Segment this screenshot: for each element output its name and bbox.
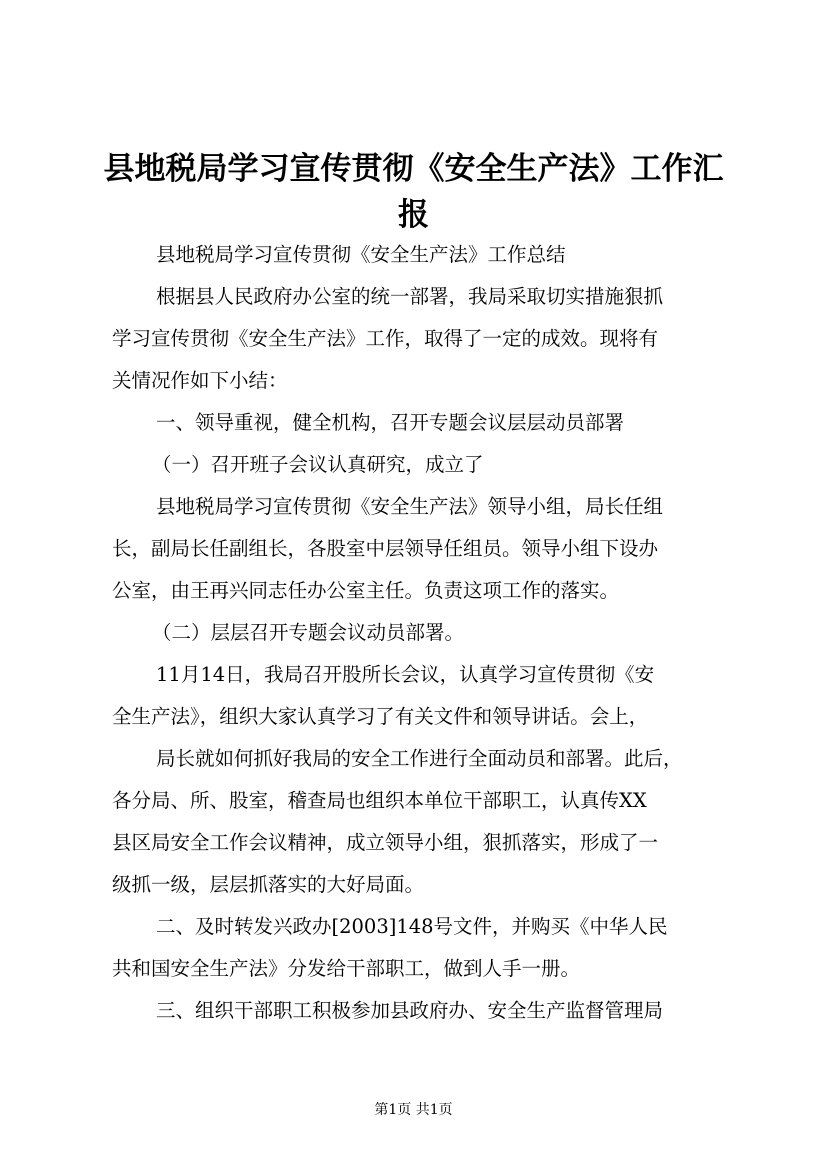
text-line: 11月14日，我局召开股所长会议，认真学习宣传贯彻《安 [156, 663, 655, 686]
text-line: 长，副局长任副组长，各股室中层领导任组员。领导小组下设办 [112, 537, 659, 560]
text-line: 二、及时转发兴政办[2003]148号文件，并购买《中华人民 [156, 915, 668, 938]
page-number: 第1页 共1页 [374, 1102, 453, 1118]
title-line-2: 报 [398, 197, 429, 233]
text-line: 县地税局学习宣传贯彻《安全生产法》工作总结 [156, 243, 566, 266]
text-line: 共和国安全生产法》分发给干部职工，做到人手一册。 [112, 957, 581, 980]
text-line: 公室，由王再兴同志任办公室主任。负责这项工作的落实。 [112, 579, 620, 602]
text-line: 各分局、所、股室，稽查局也组织本单位干部职工，认真传XX [112, 789, 647, 812]
text-line: （一）召开班子会议认真研究，成立了 [152, 453, 484, 476]
text-line: 局长就如何抓好我局的安全工作进行全面动员和部署。此后， [156, 747, 683, 770]
text-line: 县区局安全工作会议精神，成立领导小组，狠抓落实，形成了一 [112, 831, 659, 854]
text-line: 学习宣传贯彻《安全生产法》工作，取得了一定的成效。现将有 [112, 327, 659, 350]
page-footer [0, 1100, 827, 1120]
text-line: 全生产法》，组织大家认真学习了有关文件和领导讲话。会上， [112, 705, 649, 728]
text-line: （二）层层召开专题会议动员部署。 [152, 621, 465, 644]
document-body [112, 234, 722, 1032]
text-line: 一、领导重视，健全机构，召开专题会议层层动员部署 [156, 411, 625, 434]
title-line-1: 县地税局学习宣传贯彻《安全生产法》工作汇 [103, 151, 724, 187]
text-line: 根据县人民政府办公室的统一部署，我局采取切实措施狠抓 [156, 285, 664, 308]
text-line: 县地税局学习宣传贯彻《安全生产法》领导小组，局长任组 [156, 495, 664, 518]
text-line: 级抓一级，层层抓落实的大好局面。 [112, 873, 425, 896]
text-line: 三、组织干部职工积极参加县政府办、安全生产监督管理局 [156, 999, 664, 1022]
document-title [100, 146, 727, 238]
text-line: 关情况作如下小结： [112, 369, 288, 392]
